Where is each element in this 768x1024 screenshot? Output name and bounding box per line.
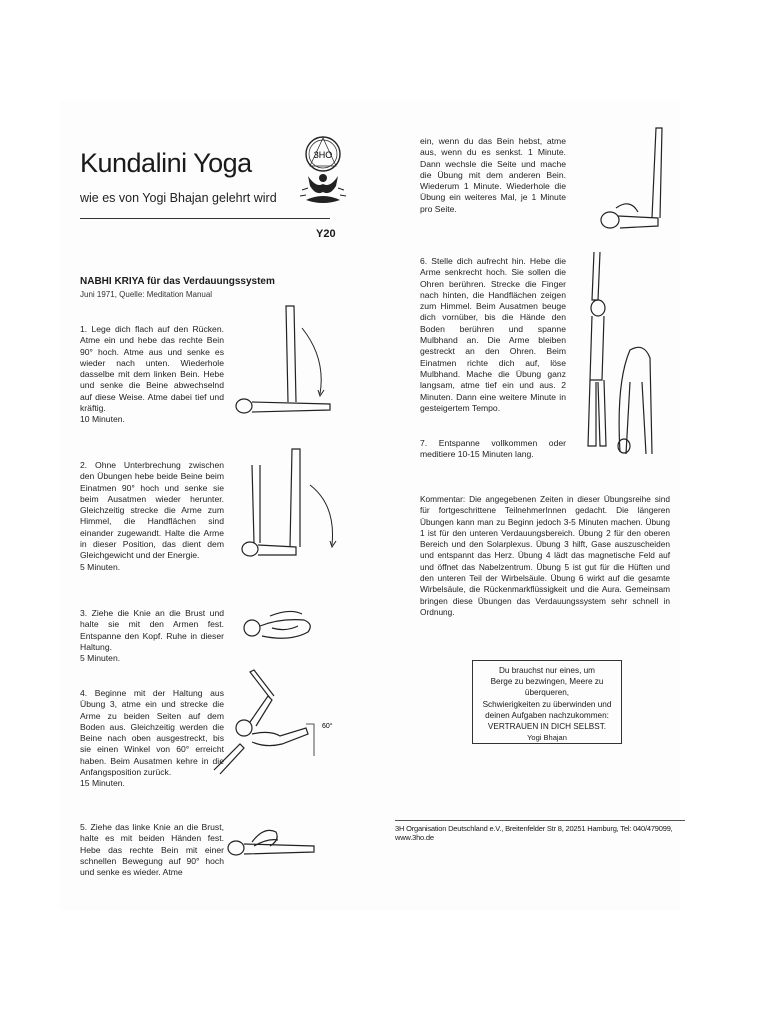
quote-line: VERTRAUEN IN DICH SELBST.	[487, 722, 607, 732]
step-3: 3. Ziehe die Knie an die Brust und halte sie mit den Armen fest. Entspanne den Kopf. Ruhe in dieser Haltung. 5 Minuten.	[80, 608, 224, 664]
quote-line: Berge zu bezwingen, Meere zu überqueren,	[490, 677, 604, 698]
quote-line: Du brauchst nur eines, um	[498, 666, 596, 675]
step-5: 5. Ziehe das linke Knie an die Brust, halte es mit beiden Händen fest. Hebe das rechte Bein mit einer schnellen Bewegung auf 90° hoch und senke es wieder. Atme	[80, 822, 224, 878]
page-title: Kundalini Yoga	[80, 148, 252, 178]
document-code: Y20	[316, 228, 336, 240]
figure-leg-raise	[230, 298, 350, 423]
figure-both-legs-raise	[230, 445, 350, 570]
figure-one-leg-up	[596, 124, 666, 249]
quote-line: deinen Aufgaben nachzukommen:	[485, 710, 609, 720]
step-2: 2. Ohne Unterbrechung zwischen den Übungen hebe beide Beine beim Einatmen 90° hoch und senke sie beim Ausatmen wieder herunter. Gleichzeitig strecke die Arme zum Himmel, die Handflächen sind einander zugewandt. Halte die Arme in dieser Position, das dient dem Gleichgewicht und der Energie. 5 Minuten.	[80, 460, 224, 572]
step-1: 1. Lege dich flach auf den Rücken. Atme ein und hebe das rechte Bein 90° hoch. Atme aus und senke es wieder nach unten. Wiederhole dasselbe mit dem linken Bein. Hebe und senke die Beine abwechselnd auf diese Weise. Atme dabei tief und kräftig. 10 Minuten.	[80, 324, 224, 425]
quote-box	[472, 660, 622, 744]
step-7: 7. Entspanne vollkommen oder meditiere 10-15 Minuten lang.	[420, 438, 566, 460]
step-6: 6. Stelle dich aufrecht hin. Hebe die Arme senkrecht hoch. Sie sollen die Ohren berühren. Strecke die Finger nach hinten, die Handflächen zeigen zum Himmel. Beim Ausatmen beuge dich vornüber, bis die Hände den Boden berühren und spanne Mulbhand an. Die Arme bleiben gestreckt an den Ohren. Beim Einatmen richte dich auf, löse Mulbhand. Mache die Übung ganz langsam, atme tief ein und aus. 2 Minuten. Dann eine weitere Minute in gesteigertem Tempo.	[420, 256, 566, 413]
logo-text: 3HO	[313, 150, 333, 160]
quote-line: Schwierigkeiten zu überwinden und	[482, 699, 612, 709]
angle-label: 60°	[322, 723, 333, 730]
figure-knee-hold-leg-raise	[224, 820, 324, 875]
comment-paragraph: Kommentar: Die angegebenen Zeiten in dieser Übungsreihe sind für fortgeschrittene TeilnehmerInnen gedacht. Die längeren Übungen kann man zu Beginn jedoch 3-5 Minuten machen. Übung 1 ist für den unteren Verdauungsbereich. Übung 2 für den oberen Bereich und den Solarplexus. Übung 3 hilft, Gase auszuscheiden und entspannt das Herz. Übung 4 lädt das magnetische Feld auf und öffnet das Nabelzentrum. Übung 5 ist gut für die Hüften und den unteren Teil der Wirbelsäule. Übung 6 wirkt auf die gesamte Wirbelsäule, die Rückenmarkflüssigkeit und die Aura. Gemeinsam bringen diese Übungen das Verdauungssystem sehr schnell in Ordnung.	[420, 494, 670, 617]
figure-forward-bend	[612, 342, 662, 467]
section-subtitle: Juni 1971, Quelle: Meditation Manual	[80, 290, 213, 299]
figure-legs-60-degrees	[210, 666, 340, 781]
3ho-logo	[296, 132, 350, 210]
title-divider	[80, 218, 330, 219]
quote-author: Yogi Bhajan	[527, 733, 567, 743]
step-5-continued: ein, wenn du das Bein hebst, atme aus, wenn du es senkst. 1 Minute. Dann wechsle die Seite und mache die Übung mit dem anderen Bein. Wiederum 1 Minute. Wiederhole die Übung ein weiteres Mal, je 1 Minute pro Seite.	[420, 136, 566, 214]
figure-knees-to-chest	[240, 598, 320, 653]
section-title: NABHI KRIYA für das Verdauungssystem	[80, 276, 275, 287]
page-subtitle: wie es von Yogi Bhajan gelehrt wird	[80, 191, 277, 205]
step-4: 4. Beginne mit der Haltung aus Übung 3, atme ein und strecke die Arme zu beiden Seiten auf dem Boden aus. Gleichzeitig werden die Beine nach oben ausgestreckt, bis sie einen Winkel von 60° erreicht haben. Beim Ausatmen kehre in die Anfangsposition zurück. 15 Minuten.	[80, 688, 224, 789]
footer-address: 3H Organisation Deutschland e.V., Breitenfelder Str 8, 20251 Hamburg, Tel: 040/479099, www.3ho.de	[395, 820, 685, 842]
